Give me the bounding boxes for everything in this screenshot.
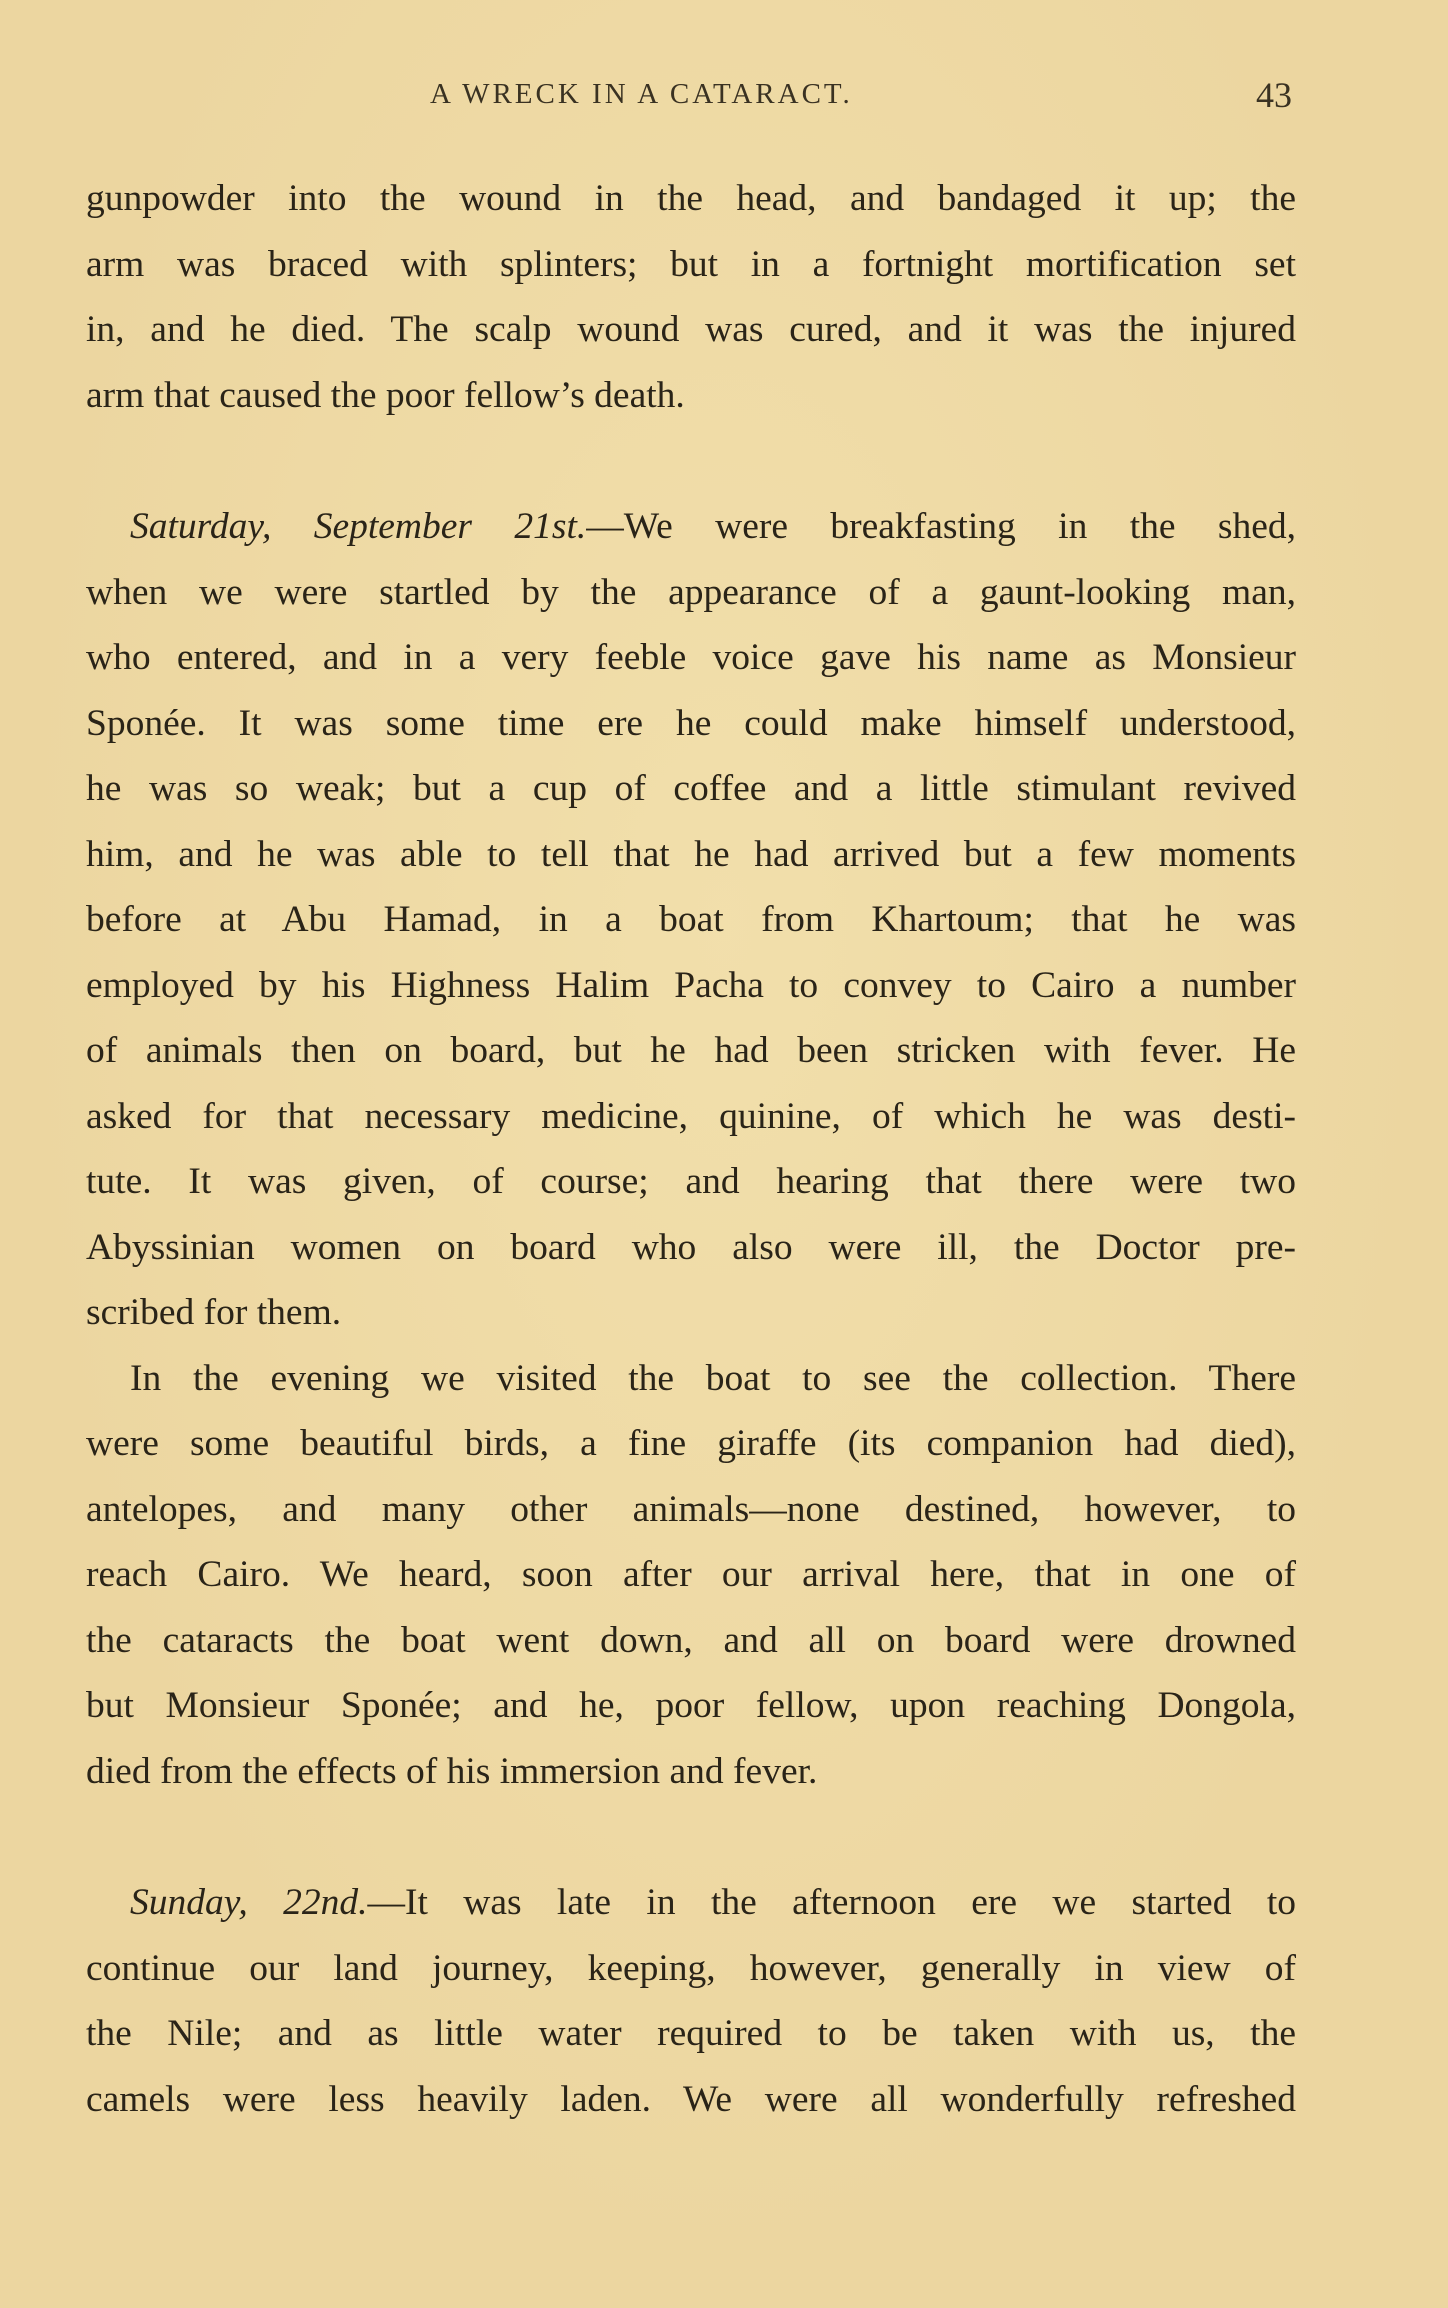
text-line: reach Cairo. We heard, soon after our arrival here, that in one of [86,1554,1296,1595]
text-line: the cataracts the boat went down, and all on board were drowned [86,1619,1296,1661]
text-line: Abyssinian women on board who also were ill, the Doctor pre- [86,1226,1296,1268]
text-line: arm that caused the poor fellow’s death. [86,374,685,416]
paragraph-gap [86,428,1296,494]
text-line: tute. It was given, of course; and hearing that there were two [86,1161,1296,1202]
running-head [0,75,1448,128]
paragraph-saturday [86,494,1296,1346]
text-line: antelopes, and many other animals—none destined, however, to [86,1488,1296,1530]
paragraph-evening [86,1346,1296,1805]
page-number: 43 [1256,75,1292,115]
text-line: employed by his Highness Halim Pacha to convey to Cairo a number [86,964,1296,1006]
text-line: when we were startled by the appearance of a gaunt-looking man, [86,571,1296,613]
text-line: him, and he was able to tell that he had arrived but a few moments [86,833,1296,875]
body-text [86,166,1296,2132]
text-line: were some beautiful birds, a fine giraffe (its companion had died), [86,1423,1296,1464]
text-line: camels were less heavily laden. We were all wonderfully refreshed [86,2078,1296,2120]
text-line: arm was braced with splinters; but in a fortnight mortification set [86,243,1296,285]
text-line: continue our land journey, keeping, however, generally in view of [86,1947,1296,1989]
paragraph-sunday [86,1870,1296,2132]
text-line: Sponée. It was some time ere he could make himself understood, [86,702,1296,744]
date-heading: Sunday, 22nd. [130,1882,368,1923]
text-line: scribed for them. [86,1292,342,1333]
text-line: died from the effects of his immersion and fever. [86,1750,818,1792]
text-run: —We were breakfasting in the shed, [586,506,1297,547]
text-line: before at Abu Hamad, in a boat from Khartoum; that he was [86,899,1296,940]
text-line [86,494,1296,560]
date-heading: Saturday, September 21st. [130,506,587,547]
paragraph-gap [86,1804,1296,1870]
text-line: the Nile; and as little water required to be taken with us, the [86,2013,1296,2054]
text-line: who entered, and in a very feeble voice gave his name as Monsieur [86,637,1296,678]
text-run: —It was late in the afternoon ere we started to [367,1882,1296,1923]
text-line: In the evening we visited the boat to see the collection. There [130,1357,1296,1399]
text-line: he was so weak; but a cup of coffee and a little stimulant revived [86,768,1296,809]
text-line: gunpowder into the wound in the head, and bandaged it up; the [86,178,1296,219]
paragraph-continuation [86,166,1296,428]
running-title: A WRECK IN A CATARACT. [430,78,853,110]
text-line: of animals then on board, but he had been stricken with fever. He [86,1030,1296,1071]
text-line: in, and he died. The scalp wound was cured, and it was the injured [86,309,1296,350]
text-line: but Monsieur Sponée; and he, poor fellow, upon reaching Dongola, [86,1685,1296,1726]
text-line [86,1870,1296,1936]
text-line: asked for that necessary medicine, quinine, of which he was desti- [86,1095,1296,1137]
